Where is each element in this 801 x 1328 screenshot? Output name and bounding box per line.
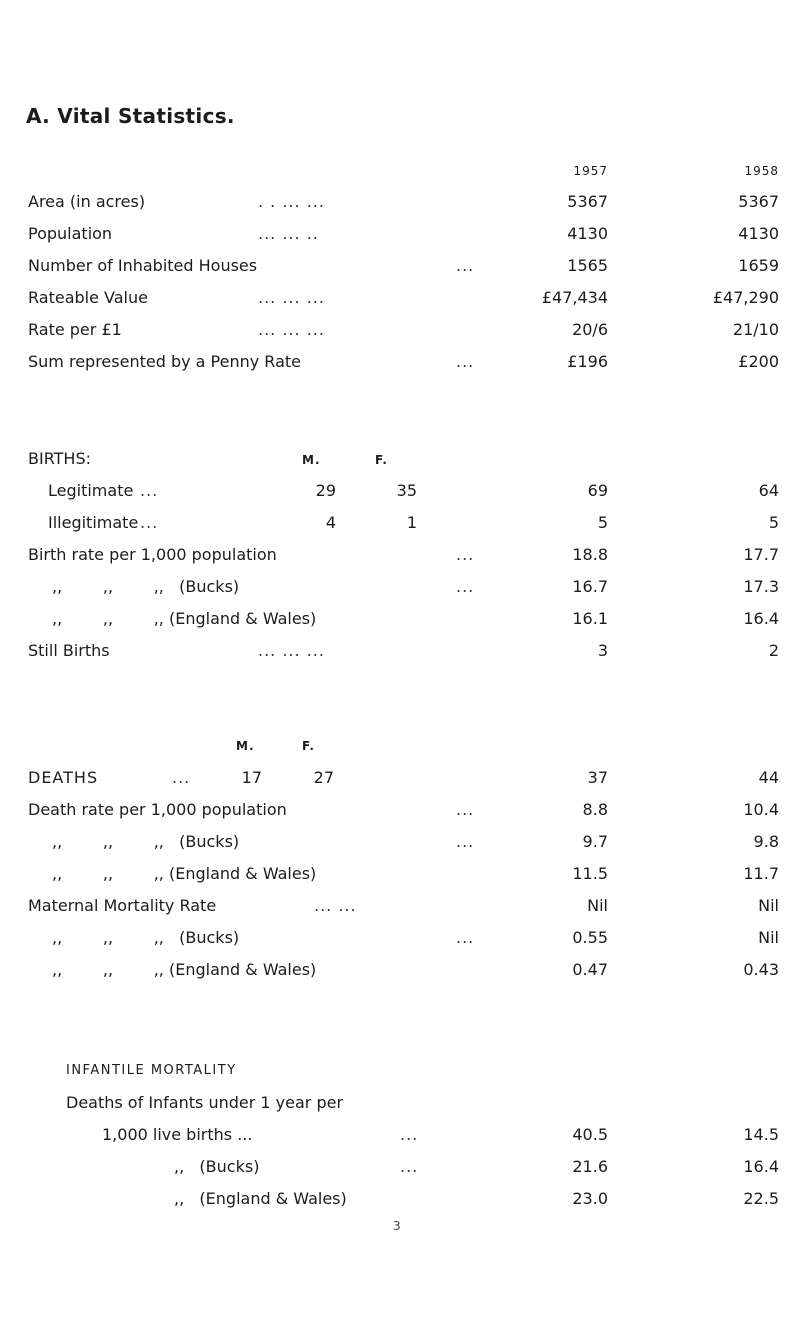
deaths-value-1958: Nil bbox=[758, 928, 779, 947]
deaths-value-1958: 10.4 bbox=[743, 800, 779, 819]
deaths-value-1958: Nil bbox=[758, 896, 779, 915]
deaths-label: ,, ,, ,, (England & Wales) bbox=[52, 864, 317, 883]
deaths-f-value: 27 bbox=[313, 768, 334, 787]
infant-value-1958: 16.4 bbox=[743, 1157, 779, 1176]
deaths-m-value: 17 bbox=[241, 768, 262, 787]
deaths-value-1957: 9.7 bbox=[582, 832, 608, 851]
births-m-header: M. bbox=[302, 453, 321, 467]
births-value-1958: 16.4 bbox=[743, 609, 779, 628]
infant-label: 1,000 live births ... bbox=[102, 1125, 253, 1144]
infant-intro: Deaths of Infants under 1 year per bbox=[66, 1093, 344, 1112]
year-header-1958: 1958 bbox=[744, 164, 779, 178]
general-value-1958: £47,290 bbox=[712, 288, 779, 307]
general-value-1957: 5367 bbox=[567, 192, 608, 211]
general-label-houses: Number of Inhabited Houses bbox=[28, 256, 258, 275]
deaths-value-1957: 0.55 bbox=[572, 928, 608, 947]
births-value-1958: 64 bbox=[758, 481, 779, 500]
general-label-area: Area (in acres) bbox=[28, 192, 146, 211]
deaths-value-1957: Nil bbox=[587, 896, 608, 915]
infant-dots: ... bbox=[400, 1157, 419, 1176]
general-value-1958: 4130 bbox=[738, 224, 779, 243]
general-dots: ... bbox=[456, 352, 475, 371]
births-value-1957: 69 bbox=[587, 481, 608, 500]
deaths-value-1957: 11.5 bbox=[572, 864, 608, 883]
births-m-value: 4 bbox=[325, 513, 336, 532]
infant-value-1957: 21.6 bbox=[572, 1157, 608, 1176]
general-value-1958: 21/10 bbox=[732, 320, 779, 339]
infant-dots: ... bbox=[400, 1125, 419, 1144]
deaths-value-1958: 0.43 bbox=[743, 960, 779, 979]
infant-label: ,, (Bucks) bbox=[174, 1157, 260, 1176]
general-dots: ... ... .. bbox=[258, 224, 319, 243]
births-value-1957: 18.8 bbox=[572, 545, 608, 564]
births-dots: ... bbox=[140, 481, 159, 500]
general-value-1958: 1659 bbox=[738, 256, 779, 275]
general-label-population: Population bbox=[28, 224, 113, 243]
births-dots: ... bbox=[456, 577, 475, 596]
births-m-value: 29 bbox=[315, 481, 336, 500]
general-value-1958: £200 bbox=[738, 352, 779, 371]
general-dots: ... ... ... bbox=[258, 320, 325, 339]
general-value-1957: 1565 bbox=[567, 256, 608, 275]
page-number: 3 bbox=[393, 1219, 401, 1233]
births-dots: ... ... ... bbox=[258, 641, 325, 660]
general-dots: . . ... ... bbox=[258, 192, 325, 211]
infant-value-1958: 14.5 bbox=[743, 1125, 779, 1144]
general-value-1957: £196 bbox=[567, 352, 608, 371]
births-label: ,, ,, ,, (Bucks) bbox=[52, 577, 240, 596]
births-value-1958: 17.7 bbox=[743, 545, 779, 564]
general-label-rateable: Rateable Value bbox=[28, 288, 148, 307]
general-dots: ... ... ... bbox=[258, 288, 325, 307]
general-value-1957: 20/6 bbox=[572, 320, 608, 339]
deaths-m-header: M. bbox=[236, 739, 255, 753]
page-title: A. Vital Statistics. bbox=[26, 104, 235, 128]
births-value-1957: 5 bbox=[597, 513, 608, 532]
general-value-1958: 5367 bbox=[738, 192, 779, 211]
deaths-dots: ... bbox=[456, 832, 475, 851]
deaths-dots: ... bbox=[456, 928, 475, 947]
deaths-label: ,, ,, ,, (England & Wales) bbox=[52, 960, 317, 979]
deaths-value-1957: 37 bbox=[587, 768, 608, 787]
deaths-label: Death rate per 1,000 population bbox=[28, 800, 287, 819]
births-f-value: 1 bbox=[406, 513, 417, 532]
births-value-1958: 5 bbox=[768, 513, 779, 532]
births-label: Birth rate per 1,000 population bbox=[28, 545, 277, 564]
births-label: Legitimate bbox=[48, 481, 134, 500]
deaths-label: DEATHS bbox=[28, 768, 99, 787]
births-value-1957: 16.7 bbox=[572, 577, 608, 596]
infant-label: ,, (England & Wales) bbox=[174, 1189, 347, 1208]
deaths-label: ,, ,, ,, (Bucks) bbox=[52, 832, 240, 851]
deaths-value-1957: 0.47 bbox=[572, 960, 608, 979]
infant-value-1958: 22.5 bbox=[743, 1189, 779, 1208]
general-dots: ... bbox=[456, 256, 475, 275]
infant-heading: INFANTILE MORTALITY bbox=[66, 1063, 237, 1078]
general-value-1957: £47,434 bbox=[541, 288, 608, 307]
deaths-value-1958: 11.7 bbox=[743, 864, 779, 883]
deaths-dots: ... ... bbox=[314, 896, 357, 915]
deaths-dots: ... bbox=[172, 768, 191, 787]
deaths-dots: ... bbox=[456, 800, 475, 819]
births-label: Illegitimate bbox=[48, 513, 139, 532]
births-label: Still Births bbox=[28, 641, 110, 660]
births-label: ,, ,, ,, (England & Wales) bbox=[52, 609, 317, 628]
births-value-1958: 17.3 bbox=[743, 577, 779, 596]
deaths-value-1958: 9.8 bbox=[753, 832, 779, 851]
births-dots: ... bbox=[140, 513, 159, 532]
general-value-1957: 4130 bbox=[567, 224, 608, 243]
general-label-rate: Rate per £1 bbox=[28, 320, 122, 339]
infant-value-1957: 40.5 bbox=[572, 1125, 608, 1144]
general-label-penny-rate: Sum represented by a Penny Rate bbox=[28, 352, 301, 371]
births-value-1957: 3 bbox=[597, 641, 608, 660]
deaths-value-1957: 8.8 bbox=[582, 800, 608, 819]
births-f-value: 35 bbox=[396, 481, 417, 500]
births-heading: BIRTHS: bbox=[28, 449, 91, 468]
births-f-header: F. bbox=[375, 453, 388, 467]
infant-value-1957: 23.0 bbox=[572, 1189, 608, 1208]
deaths-value-1958: 44 bbox=[758, 768, 779, 787]
year-header-1957: 1957 bbox=[573, 164, 608, 178]
deaths-label: Maternal Mortality Rate bbox=[28, 896, 217, 915]
births-dots: ... bbox=[456, 545, 475, 564]
deaths-label: ,, ,, ,, (Bucks) bbox=[52, 928, 240, 947]
births-value-1957: 16.1 bbox=[572, 609, 608, 628]
deaths-f-header: F. bbox=[302, 739, 315, 753]
births-value-1958: 2 bbox=[768, 641, 779, 660]
